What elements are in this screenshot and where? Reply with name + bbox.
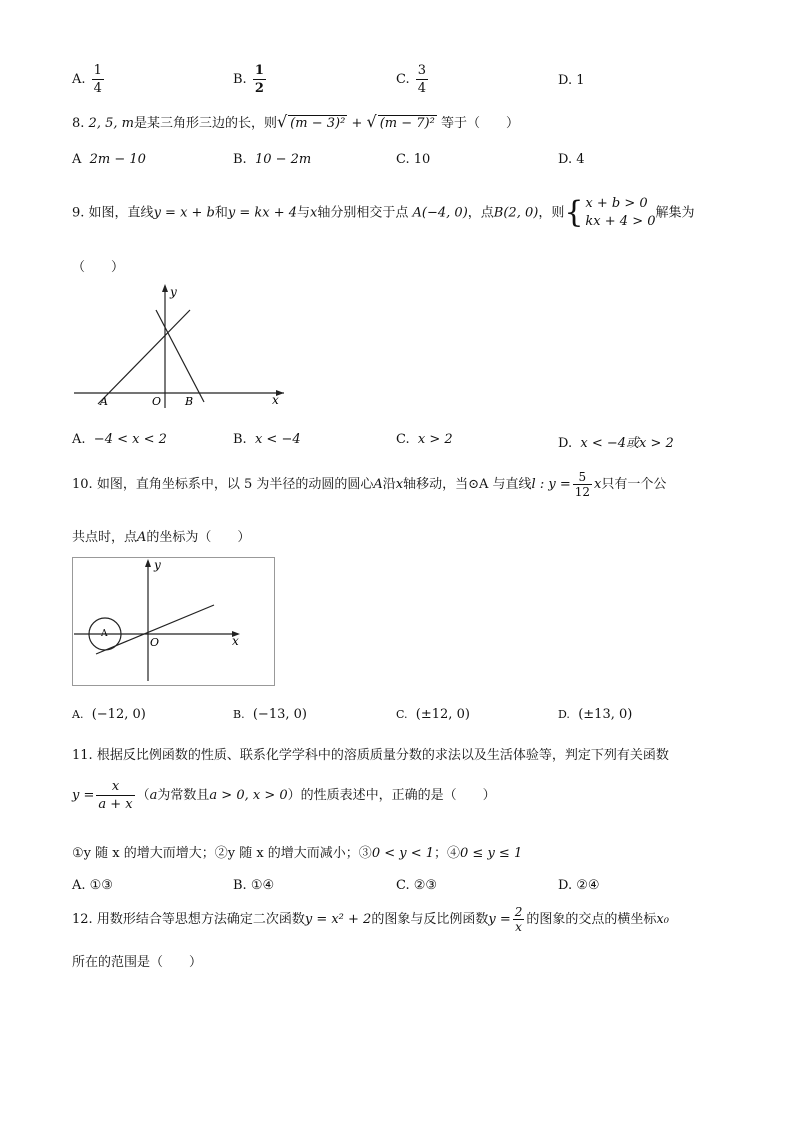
q9-origin-label: O [152, 395, 162, 408]
q9-x-label: x [272, 393, 279, 407]
q9-option-b: B. x < −4 [233, 432, 301, 447]
q11-option-b: B. ①④ [233, 878, 275, 893]
q10-option-b: B. (−13, 0) [233, 707, 307, 722]
q9-option-d: D. x < −4或x > 2 [558, 436, 674, 451]
q7-option-d: D. 1 [558, 73, 585, 88]
q9-point-b-label: B [185, 395, 194, 408]
q8-option-d: D. 4 [558, 152, 585, 167]
q10-option-a: A. (−12, 0) [72, 707, 146, 722]
q8-stem: 8. 2, 5, m是某三角形三边的长，则√ (m − 3)² + √ (m − 7)² 等于（ ） [72, 112, 519, 131]
q9-point-a-label: A [100, 395, 108, 408]
q8-option-b: B. 10 − 2m [233, 152, 312, 167]
q10-option-c: C. (±12, 0) [396, 707, 470, 722]
q9-stem: 9. 如图，直线y = x + b和y = kx + 4与x轴分别相交于点 A(−4, 0)，点B(2, 0)，则{ x + b > 0 kx + 4 > 0 解集为 [72, 195, 695, 230]
q10-x-label: x [232, 634, 239, 648]
q10-origin-label: O [150, 636, 160, 649]
q8-option-c: C. 10 [396, 152, 431, 167]
q9-option-a: A. −4 < x < 2 [72, 432, 167, 447]
q9-y-label: y [170, 285, 177, 299]
q10-y-label: y [154, 558, 161, 572]
q10-center-label: A [101, 629, 108, 639]
q11-stem-line2: y = $\frac{x}{a + x}$ （a为常数且a > 0, x > 0）的性质表述中，正确的是（ ） [72, 779, 496, 812]
q10-figure [72, 557, 276, 687]
q11-option-c: C. ②③ [396, 878, 438, 893]
q10-stem-line2: 共点时，点A的坐标为（ ） [72, 530, 251, 545]
q7-option-a: A. $\frac{1}{4}$ [72, 63, 102, 96]
q11-stem-line1: 11. 根据反比例函数的性质、联系化学学科中的溶质质量分数的求法以及生活体验等，判定下列有关函数 [72, 748, 669, 763]
q7-option-b: B. $\frac{1}{2}$ [233, 63, 264, 96]
q10-stem-line1: 10. 如图，直角坐标系中，以 5 为半径的动圆的圆心A沿x轴移动，当⊙A 与直线l : y = $\frac{5}{12}$ x只有一个公 [72, 470, 667, 499]
q9-line-x-plus-b [98, 310, 190, 404]
q9-y-arrow [162, 284, 168, 292]
q12-stem-line1: 12. 用数形结合等思想方法确定二次函数y = x² + 2的图象与反比例函数y = $\frac{2}{x}$ 的图象的交点的横坐标x₀ [72, 905, 669, 934]
q11-option-a: A. ①③ [72, 878, 113, 893]
q11-option-d: D. ②④ [558, 878, 600, 893]
q8-option-a: A 2m − 10 [72, 152, 146, 167]
q12-stem-line2: 所在的范围是（ ） [72, 955, 203, 970]
q9-figure [72, 280, 292, 410]
q10-option-d: D. (±13, 0) [558, 707, 633, 722]
q11-statements: ①y 随 x 的增大而增大；②y 随 x 的增大而减小；③0 < y < 1；④0 ≤ y ≤ 1 [72, 846, 523, 861]
q7-option-c: C. $\frac{3}{4}$ [396, 63, 427, 96]
q10-y-arrow [145, 559, 151, 567]
q9-paren: （ ） [72, 260, 125, 275]
q9-line-kx-plus-4 [156, 310, 204, 402]
q9-option-c: C. x > 2 [396, 432, 453, 447]
